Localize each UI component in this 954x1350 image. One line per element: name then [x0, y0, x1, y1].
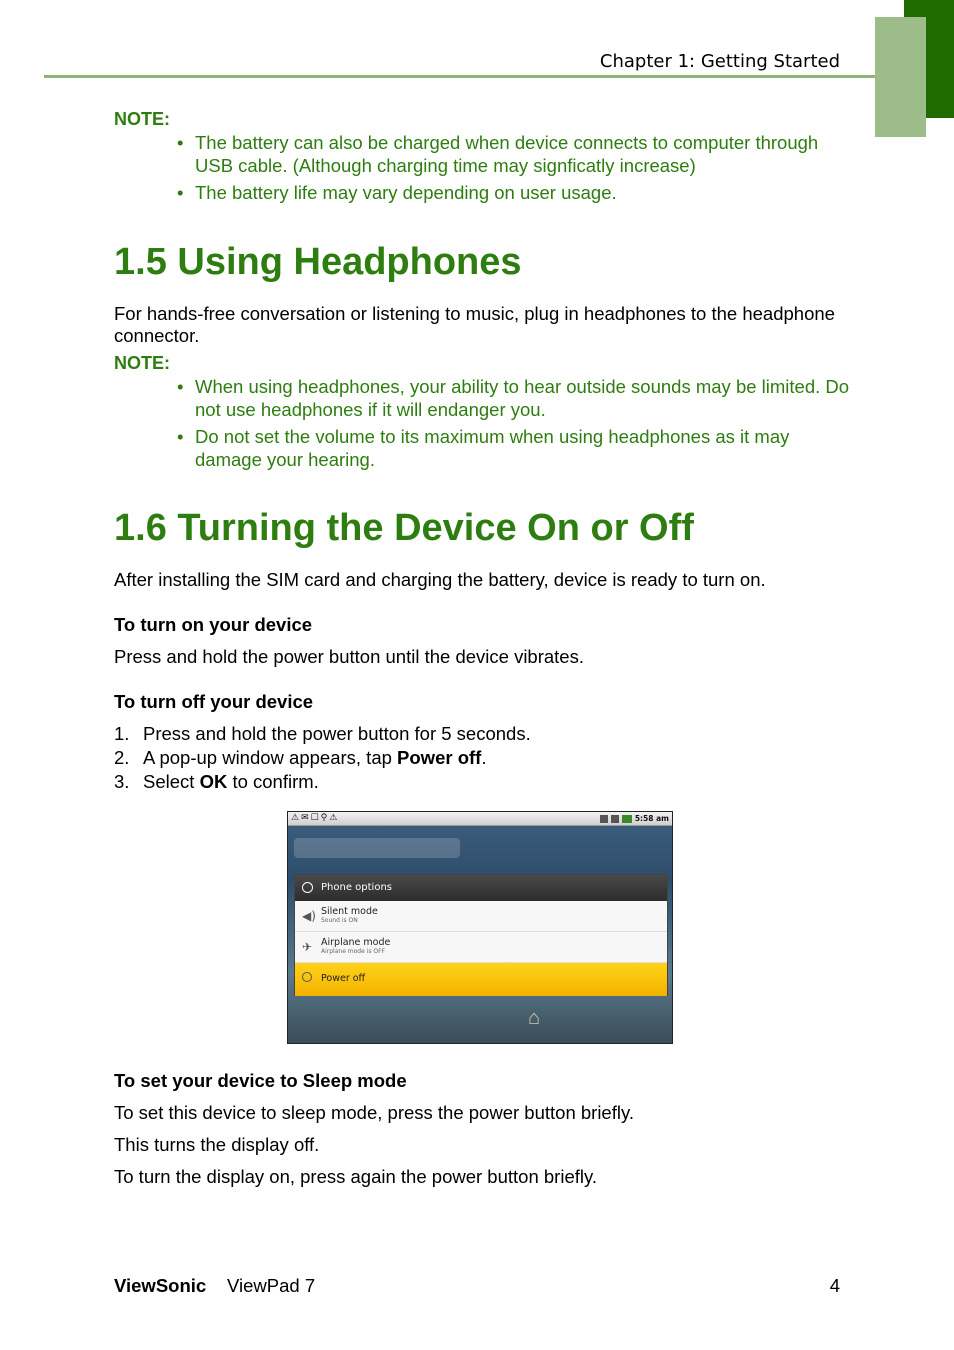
headphones-body: For hands-free conversation or listening to music, plug in headphones to the headphone connector.: [114, 303, 835, 346]
option-label: Airplane mode: [321, 937, 391, 948]
turn-off-steps: [114, 722, 531, 794]
notification-icons: ⚠✉☐⚲⚠: [291, 813, 340, 823]
note-text: When using headphones, your ability to hear outside sounds may be limited. Do not use headphones if it will endanger you.: [195, 376, 850, 420]
bullet-icon: •: [177, 182, 184, 203]
option-power-off[interactable]: [295, 963, 667, 996]
sleep-line: To set this device to sleep mode, press the power button briefly.: [114, 1102, 634, 1123]
note-item: [177, 425, 857, 471]
turn-off-heading: To turn off your device: [114, 691, 314, 712]
note-text: The battery can also be charged when device connects to computer through USB cable. (Although charging time may signficatly increase): [195, 132, 819, 176]
header-rule: [44, 75, 875, 78]
section-title-power: 1.6 Turning the Device On or Off: [114, 507, 694, 549]
step-number: 2.: [114, 747, 130, 768]
option-label: Power off: [321, 973, 366, 984]
turn-on-heading: To turn on your device: [114, 614, 313, 635]
bullet-icon: •: [177, 376, 184, 397]
status-right: [600, 812, 669, 825]
airplane-icon: ✈: [302, 940, 313, 954]
step-text: Press and hold the power button for 5 seconds.: [143, 723, 531, 744]
home-icon: ⌂: [528, 1007, 541, 1029]
footer-brand: ViewSonic: [114, 1275, 207, 1296]
sleep-heading: To set your device to Sleep mode: [114, 1070, 407, 1091]
step-bold: OK: [199, 771, 228, 792]
note-list: [177, 375, 857, 475]
note-text: Do not set the volume to its maximum when using headphones as it may damage your hearing.: [195, 426, 790, 470]
step-text-end: .: [481, 747, 487, 768]
list-item: [114, 770, 531, 794]
step-number: 1.: [114, 723, 130, 744]
note-list: [177, 131, 857, 208]
option-label: Silent mode: [321, 906, 378, 917]
step-bold: Power off: [397, 747, 482, 768]
option-silent-mode[interactable]: [295, 901, 667, 932]
battery-icon: [600, 815, 608, 823]
note-text: The battery life may vary depending on user usage.: [195, 182, 617, 203]
turn-on-body: Press and hold the power button until the device vibrates.: [114, 646, 584, 667]
sleep-line: This turns the display off.: [114, 1134, 320, 1155]
sleep-line: To turn the display on, press again the power button briefly.: [114, 1166, 597, 1187]
bullet-icon: •: [177, 426, 184, 447]
search-widget: [294, 838, 460, 858]
chapter-tab-light: [875, 17, 926, 137]
step-text: A pop-up window appears, tap: [143, 747, 398, 768]
phone-options-dialog: [294, 874, 668, 996]
note-label: NOTE:: [114, 353, 170, 373]
power-intro: After installing the SIM card and charging the battery, device is ready to turn on.: [114, 569, 766, 590]
step-text-end: to confirm.: [227, 771, 319, 792]
note-item: [177, 181, 857, 204]
status-bar: [288, 812, 672, 826]
power-icon: [302, 972, 312, 982]
footer-model: ViewPad 7: [227, 1275, 316, 1296]
option-sub: Airplane mode is OFF: [321, 948, 386, 955]
page-number: 4: [829, 1275, 840, 1296]
network-icon: [622, 815, 632, 823]
clock: 5:58 am: [634, 814, 669, 823]
device-screenshot: [287, 811, 673, 1044]
option-airplane-mode[interactable]: [295, 932, 667, 963]
option-sub: Sound is ON: [321, 917, 358, 924]
dialog-title-text: Phone options: [321, 882, 392, 893]
step-number: 3.: [114, 771, 130, 792]
section-title-headphones: 1.5 Using Headphones: [114, 241, 522, 283]
step-text: Select: [143, 771, 200, 792]
signal-icon: [611, 815, 619, 823]
note-label: NOTE:: [114, 109, 170, 129]
power-icon: [302, 882, 313, 893]
bullet-icon: •: [177, 132, 184, 153]
note-item: [177, 375, 857, 421]
chapter-header: Chapter 1: Getting Started: [599, 51, 840, 72]
dialog-title: [295, 875, 667, 901]
speaker-icon: ◀): [302, 909, 316, 923]
note-item: [177, 131, 857, 177]
list-item: [114, 746, 531, 770]
list-item: [114, 722, 531, 746]
